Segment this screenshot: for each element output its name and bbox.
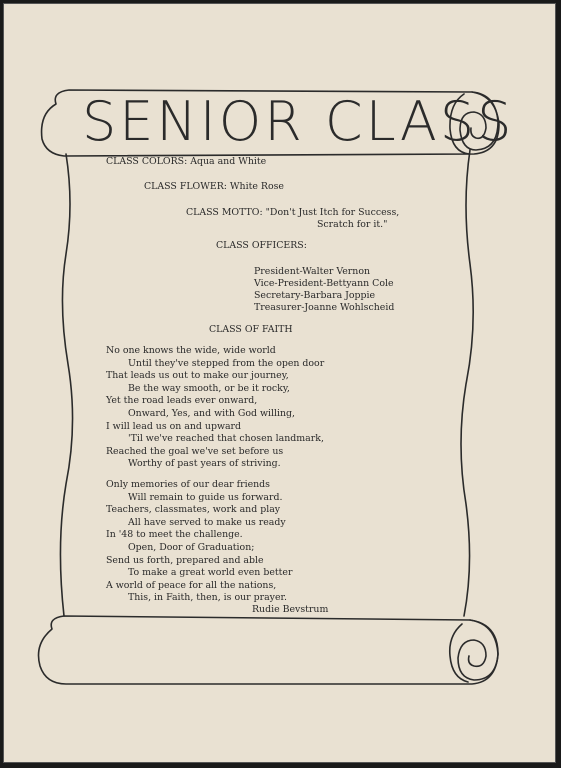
poem-line: Reached the goal we've set before us	[106, 445, 284, 457]
poem-line: Until they've stepped from the open door	[128, 357, 325, 369]
officer-secretary: Secretary-Barbara Joppie	[254, 290, 376, 301]
officer-vice-president: Vice-President-Bettyann Cole	[254, 278, 394, 289]
class-colors: CLASS COLORS: Aqua and White	[106, 156, 267, 167]
class-flower: CLASS FLOWER: White Rose	[144, 181, 284, 192]
poem-line: Will remain to guide us forward.	[128, 491, 283, 503]
officer-treasurer: Treasurer-Joanne Wohlscheid	[254, 302, 395, 313]
page-title: SENIOR CLASS	[82, 90, 515, 153]
poem-line: A world of peace for all the nations,	[106, 579, 277, 591]
poem-line: All have served to make us ready	[128, 516, 286, 528]
poem-line: Only memories of our dear friends	[106, 478, 270, 490]
poem-body	[106, 345, 324, 605]
class-motto-continued: Scratch for it."	[317, 219, 388, 230]
stanza-gap	[106, 471, 324, 479]
poem-line: This, in Faith, then, is our prayer.	[128, 592, 287, 604]
poem-line: I will lead us on and upward	[106, 420, 242, 432]
poem-line: 'Til we've reached that chosen landmark,	[128, 433, 324, 445]
poem-line: Yet the road leads ever onward,	[106, 395, 258, 407]
poem-line: Teachers, classmates, work and play	[106, 504, 281, 516]
bottom-scroll-roll	[39, 616, 499, 684]
class-motto: CLASS MOTTO: "Don't Just Itch for Success,	[186, 207, 400, 218]
scroll-right-edge	[461, 150, 473, 616]
officer-president: President-Walter Vernon	[254, 266, 370, 277]
poem-author: Rudie Bevstrum	[252, 604, 329, 615]
poem-line: To make a great world even better	[128, 567, 293, 579]
poem-title: CLASS OF FAITH	[209, 324, 293, 335]
yearbook-page	[3, 3, 556, 763]
poem-line: In '48 to meet the challenge.	[106, 529, 243, 541]
poem-line: No one knows the wide, wide world	[106, 345, 276, 356]
poem-line: Worthy of past years of striving.	[128, 458, 281, 470]
poem-line: Onward, Yes, and with God willing,	[128, 407, 296, 419]
officers-heading: CLASS OFFICERS:	[216, 240, 307, 251]
poem-line: Be the way smooth, or be it rocky,	[128, 382, 290, 394]
scroll-left-edge	[60, 154, 72, 616]
poem-line: Send us forth, prepared and able	[106, 554, 264, 566]
poem-line: That leads us out to make our journey,	[106, 370, 289, 382]
bottom-spiral	[458, 620, 498, 680]
poem-line: Open, Door of Graduation;	[128, 541, 255, 553]
